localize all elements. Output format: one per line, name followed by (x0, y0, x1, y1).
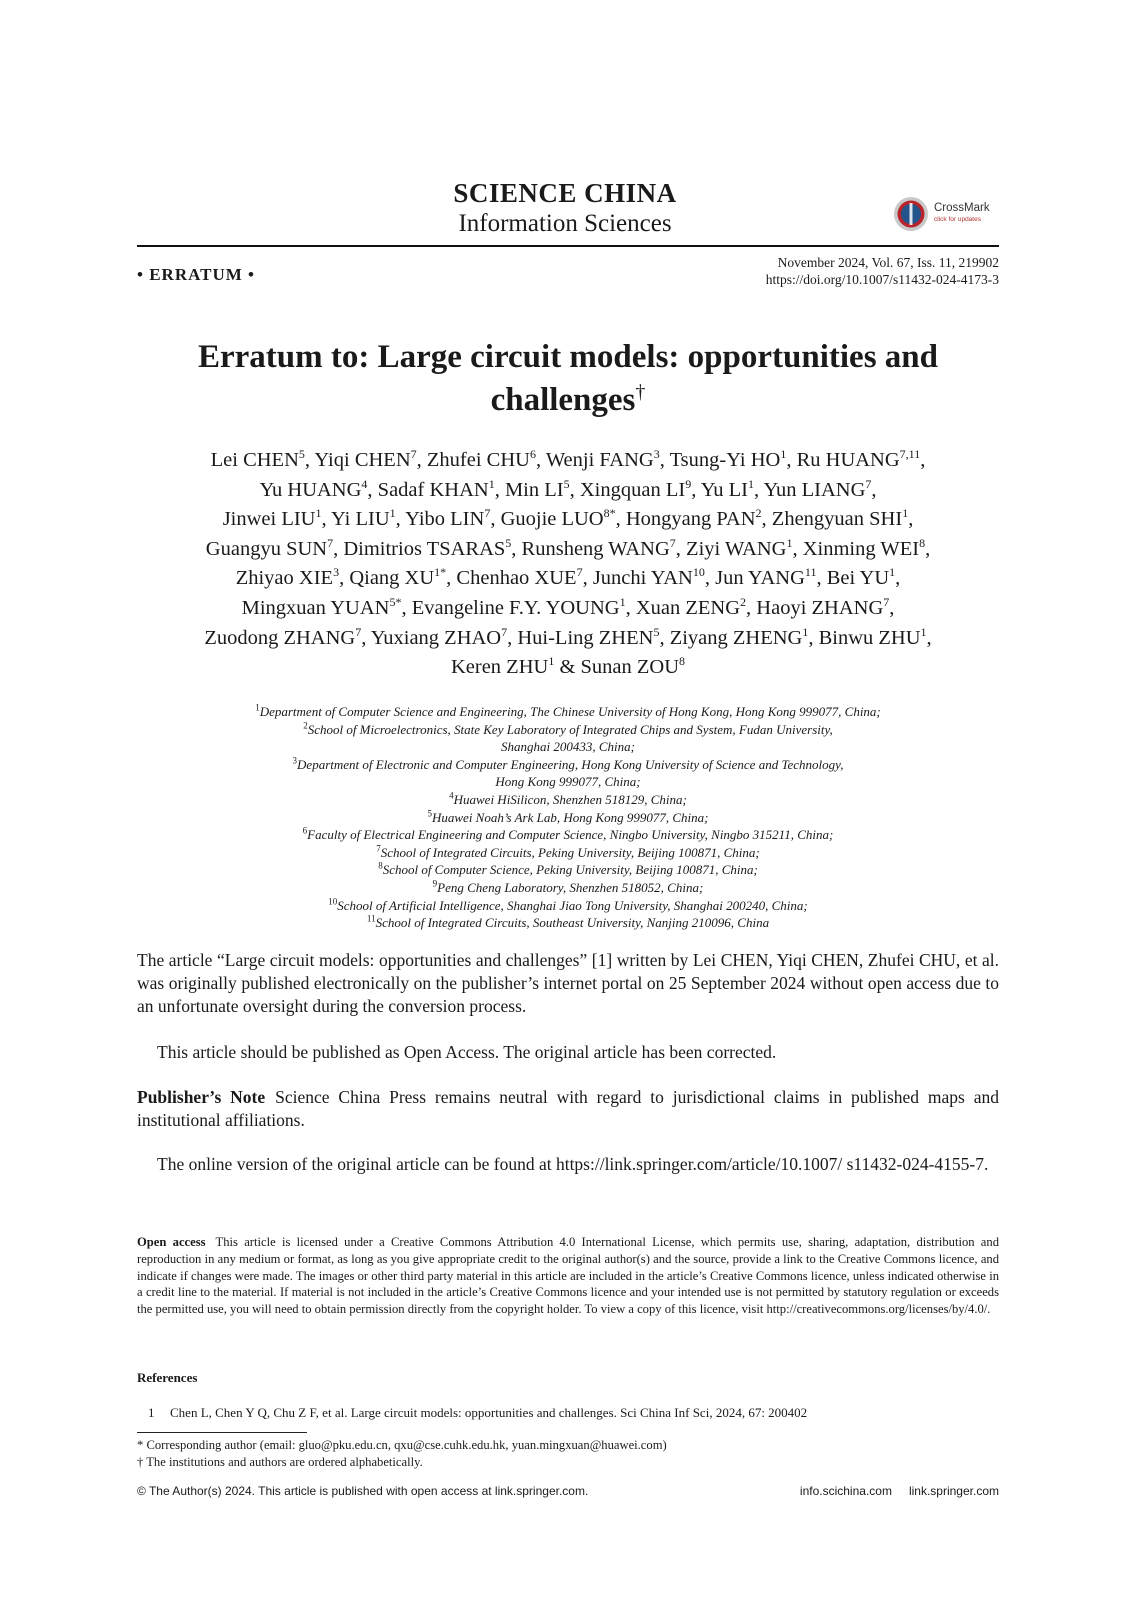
author-affiliation-mark: 6 (529, 447, 536, 462)
publishers-note (137, 1086, 999, 1132)
author-name: Bei YU (826, 567, 890, 590)
author-name: Yu LI (700, 478, 748, 501)
author-affiliation-mark: 1 (315, 506, 322, 521)
footer-links (800, 1484, 999, 1498)
author-affiliation-mark: 5* (389, 595, 402, 610)
author-name: Hongyang PAN (625, 508, 756, 531)
affiliation-number: 2 (303, 720, 308, 731)
author-affiliation-mark: 7 (865, 476, 872, 491)
journal-subtitle: Information Sciences (458, 210, 672, 237)
author-affiliation-mark: 7 (576, 565, 583, 580)
title-dagger: † (635, 381, 646, 403)
ordering-note: † The institutions and authors are ordered alphabetically. (137, 1455, 423, 1469)
affiliation: $^5$Huawei Noah’s Ark Lab, Hong Kong 999077, China; (427, 808, 709, 825)
author-name: Keren ZHU (450, 656, 549, 679)
author-affiliation-mark: 1 (780, 447, 787, 462)
affiliation: $^9$Peng Cheng Laboratory, Shenzhen 518052, China; (432, 878, 704, 895)
author-name: Evangeline F.Y. YOUNG (411, 596, 620, 619)
footnote-rule (137, 1432, 307, 1433)
author-name: Yu HUANG (259, 478, 362, 501)
references-heading: References (137, 1370, 198, 1385)
author-name: Yiqi CHEN (314, 449, 411, 471)
article-type: • ERRATUM • (137, 265, 255, 284)
header-rule (137, 245, 999, 247)
article-title (137, 340, 999, 418)
affiliation-number: 9 (432, 878, 438, 889)
author-name: Junchi YAN (592, 567, 693, 590)
author-affiliation-mark: 7,11 (899, 447, 921, 462)
author-name: Zhufei CHU (426, 449, 530, 471)
title-line-1: Erratum to: Large circuit models: opportunities and (197, 339, 938, 375)
author-affiliation-mark: 8 (679, 654, 686, 669)
author-name: Guangyu SUN (205, 537, 328, 560)
affiliation-number: 11 (366, 913, 376, 924)
author-list: Lei CHEN$^5$, Yiqi CHEN$^7$, Zhufei CHU$^6$, Wenji FANG$^3$, Tsung-Yi $HO^1$, Ru HUANG$^{7,11}$, Yu HUANG$^4$, Sadaf KHAN$^1$, Min $LI^5$, Xingquan $LI^9$, Yu $LI^1$, Yun LIANG$^7$, Jinwei LIU$^1$, Yi LIU$^1$, Yibo LIN$^7$, Guojie $LUO^{8*}$, Hongyang PAN$^2$, Zhengyuan SHI$^1$, Guangyu SUN$^7$, Dimitrios TSARAS$^5$, Runsheng WANG$^7$, Ziyi WANG$^1$, Xinming WEI$^8$, Zhiyao XIE$^3$, Qiang $XU^{1*}$, Chenhao XUE$^7$, Junchi YAN$^{10}$, Jun YANG$^{11}$, Bei $YU^1$, Mingxuan $YUAN^{5*}$, Evangeline F.Y. YOUNG$^1$, Xuan ZENG$^2$, Haoyi ZHANG$^7$, Zuodong ZHANG$^7$, Yuxiang ZHAO$^7$, Hui-Ling ZHEN$^5$, Ziyang ZHENG$^1$, Binwu ZHU$^1$, Keren ZHU$^1$ & Sunan ZOU$^8$ (204, 447, 932, 679)
affiliation: $^7$School of Integrated Circuits, Peking University, Beijing 100871, China; (376, 843, 760, 860)
title-line-2: challenges (490, 382, 636, 418)
affiliation-list (137, 703, 999, 932)
author-affiliation-mark: 1 (488, 476, 495, 491)
author-name: Ru HUANG (796, 449, 900, 471)
author-name: Xingquan LI (579, 478, 686, 501)
author-name: Dimitrios TSARAS (343, 537, 506, 560)
issue-info: November 2024, Vol. 67, Iss. 11, 219902 (777, 255, 999, 270)
open-access-heading: Open access (137, 1235, 206, 1249)
doi-link[interactable]: https://doi.org/10.1007/s11432-024-4173-3 (765, 272, 999, 287)
author-affiliation-mark: 10 (692, 565, 705, 580)
open-access-text: This article is licensed under a Creative Commons Attribution 4.0 International License, which permits use, sharing, adaptation, distribution and reproduction in any medium or format, as long as you give appropriate credit to the original author(s) and the source, provide a link to the Creative Commons licence, and indicate if changes were made. The images or other third party material in this article are included in the article’s Creative Commons licence, unless indicated otherwise in a credit line to the material. If material is not included in the article’s Creative Commons licence and your intended use is not permitted by statutory regulation or exceeds the permitted use, you will need to obtain permission directly from the copyright holder. To view a copy of this licence, visit http://creativecommons.org/licenses/by/4.0/. (137, 1235, 999, 1317)
copyright-notice: © The Author(s) 2024. This article is published with open access at link.springer.com. (137, 1484, 589, 1498)
body-paragraph-1: The article “Large circuit models: opportunities and challenges” [1] written by Lei CHEN, Yiqi CHEN, Zhufei CHU, et al. was originally published electronically on the publisher’s internet portal on 25 September 2024 without open access due to an unfortunate oversight during the conversion process. (137, 950, 999, 1016)
corresponding-author-note: * Corresponding author (email: gluo@pku.edu.cn, qxu@cse.cuhk.edu.hk, yuan.mingxuan@huawei.com) (137, 1438, 667, 1452)
reference-item (148, 1405, 807, 1421)
author-affiliation-mark: 7 (669, 535, 676, 550)
affiliation: $^{11}$School of Integrated Circuits, Southeast University, Nanjing 210096, China (366, 913, 770, 931)
affiliation: $^1$Department of Computer Science and Engineering, The Chinese University of Hong Kong, Hong Kong 999077, China; (255, 702, 881, 719)
author-name: Runsheng WANG (521, 537, 670, 560)
publishers-note-heading: Publisher’s Note (137, 1087, 266, 1107)
author-affiliation-mark: 5 (563, 476, 570, 491)
author-affiliation-mark: 5 (298, 447, 305, 462)
affiliation-number: 8 (378, 861, 383, 872)
author-name: Yun LIANG (763, 478, 866, 501)
crossmark-icon (893, 196, 929, 232)
author-affiliation-mark: 1 (548, 654, 555, 669)
affiliation-number: 3 (292, 755, 298, 766)
author-name: Jinwei LIU (222, 508, 316, 531)
affiliation: $^{10}$School of Artificial Intelligence, Shanghai Jiao Tong University, Shanghai 200240, China; (328, 896, 808, 913)
affiliation: $^4$Huawei HiSilicon, Shenzhen 518129, China; (449, 790, 687, 807)
author-name: Ziyang ZHENG (669, 626, 803, 649)
author-affiliation-mark: 3 (653, 447, 660, 462)
author-affiliation-mark: 7 (883, 595, 890, 610)
author-affiliation-mark: 7 (410, 447, 417, 462)
author-affiliation-mark: 1 (889, 565, 896, 580)
affiliation: Shanghai 200433, China; (501, 739, 635, 755)
affiliation-number: 4 (449, 790, 454, 801)
crossmark-badge[interactable] (893, 192, 1005, 236)
author-affiliation-mark: 7 (327, 535, 334, 550)
publication-info (766, 254, 999, 288)
author-name: Wenji FANG (545, 449, 654, 471)
author-name: Zhengyuan SHI (771, 508, 903, 531)
author-name: Yuxiang ZHAO (370, 626, 502, 649)
author-name: Jun YANG (715, 567, 805, 590)
springer-link[interactable]: link.springer.com (908, 1484, 999, 1498)
author-name: Xuan ZENG (635, 596, 741, 619)
author-name: Haoyi ZHANG (756, 596, 884, 619)
author-affiliation-mark: 1 (389, 506, 396, 521)
author-affiliation-mark: 7 (484, 506, 491, 521)
author-name: Binwu ZHU (818, 626, 921, 649)
author-name: Sunan ZOU (580, 656, 680, 679)
author-affiliation-mark: 1 (747, 476, 754, 491)
crossmark-title: CrossMark (934, 202, 990, 214)
body-paragraph-4: The online version of the original article can be found at https://link.springer.com/article/10.1007/ s11432-024-4155-7. (157, 1154, 989, 1174)
author-name: Chenhao XUE (456, 567, 577, 590)
author-name: Min LI (504, 478, 564, 501)
author-name: Tsung-Yi HO (669, 449, 781, 471)
affiliation: $^6$Faculty of Electrical Engineering and Computer Science, Ningbo University, Ningbo 315211, China; (302, 825, 834, 843)
author-name: Hui-Ling ZHEN (517, 626, 654, 649)
author-name: Xinming WEI (802, 537, 920, 560)
author-affiliation-mark: 7 (501, 624, 508, 639)
author-affiliation-mark: 3 (333, 565, 340, 580)
author-affiliation-mark: 1 (902, 506, 909, 521)
affiliation-number: 6 (302, 825, 308, 836)
author-affiliation-mark: 1 (802, 624, 809, 639)
affiliation-number: 5 (427, 808, 432, 819)
author-affiliation-mark: 5 (653, 624, 660, 639)
reference-number: 1 (148, 1405, 155, 1420)
reference-text: Chen L, Chen Y Q, Chu Z F, et al. Large circuit models: opportunities and challenges. Sci China Inf Sci, 2024, 67: 200402 (170, 1405, 808, 1420)
author-affiliation-mark: 2 (755, 506, 762, 521)
affiliation: $^3$Department of Electronic and Computer Engineering, Hong Kong University of Science and Technology, (292, 755, 844, 772)
author-name: Yi LIU (331, 508, 390, 531)
author-name: Qiang XU (349, 567, 435, 590)
author-name: Zhiyao XIE (235, 567, 334, 590)
scichina-link[interactable]: info.scichina.com (799, 1484, 892, 1498)
affiliation-number: 7 (376, 843, 381, 854)
author-affiliation-mark: 9 (685, 476, 692, 491)
author-affiliation-mark: 8* (603, 506, 616, 521)
author-affiliation-mark: 1 (920, 624, 927, 639)
footnotes (137, 1437, 667, 1471)
author-name: Lei CHEN (210, 449, 299, 471)
author-affiliation-mark: 8 (919, 535, 926, 550)
affiliation-number: 10 (328, 896, 338, 907)
affiliation: $^2$School of Microelectronics, State Key Laboratory of Integrated Chips and System, Fudan University, (303, 720, 833, 737)
author-affiliation-mark: 1 (786, 535, 793, 550)
publishers-note-text: Science China Press remains neutral with regard to jurisdictional claims in published maps and institutional affiliations. (137, 1087, 999, 1130)
author-affiliation-mark: 5 (505, 535, 512, 550)
affiliation-number: 1 (255, 702, 260, 713)
body-paragraph-2: This article should be published as Open Access. The original article has been corrected. (157, 1042, 777, 1062)
author-name: Ziyi WANG (686, 537, 787, 560)
open-access-notice (137, 1234, 999, 1318)
author-name: Sadaf KHAN (377, 478, 489, 501)
affiliation: Hong Kong 999077, China; (495, 774, 641, 790)
author-affiliation-mark: 1 (619, 595, 626, 610)
crossmark-subtitle: click for updates (934, 216, 981, 223)
author-name: Mingxuan YUAN (241, 596, 390, 619)
affiliation: $^8$School of Computer Science, Peking University, Beijing 100871, China; (378, 861, 758, 878)
author-affiliation-mark: 11 (804, 565, 817, 580)
author-affiliation-mark: 2 (740, 595, 747, 610)
author-affiliation-mark: 4 (361, 476, 368, 491)
journal-name: SCIENCE CHINA (453, 178, 677, 208)
author-name: Zuodong ZHANG (204, 626, 356, 649)
author-affiliation-mark: 7 (355, 624, 362, 639)
author-name: Yibo LIN (405, 508, 485, 531)
author-name: Guojie LUO (500, 508, 604, 531)
author-affiliation-mark: 1* (434, 565, 447, 580)
